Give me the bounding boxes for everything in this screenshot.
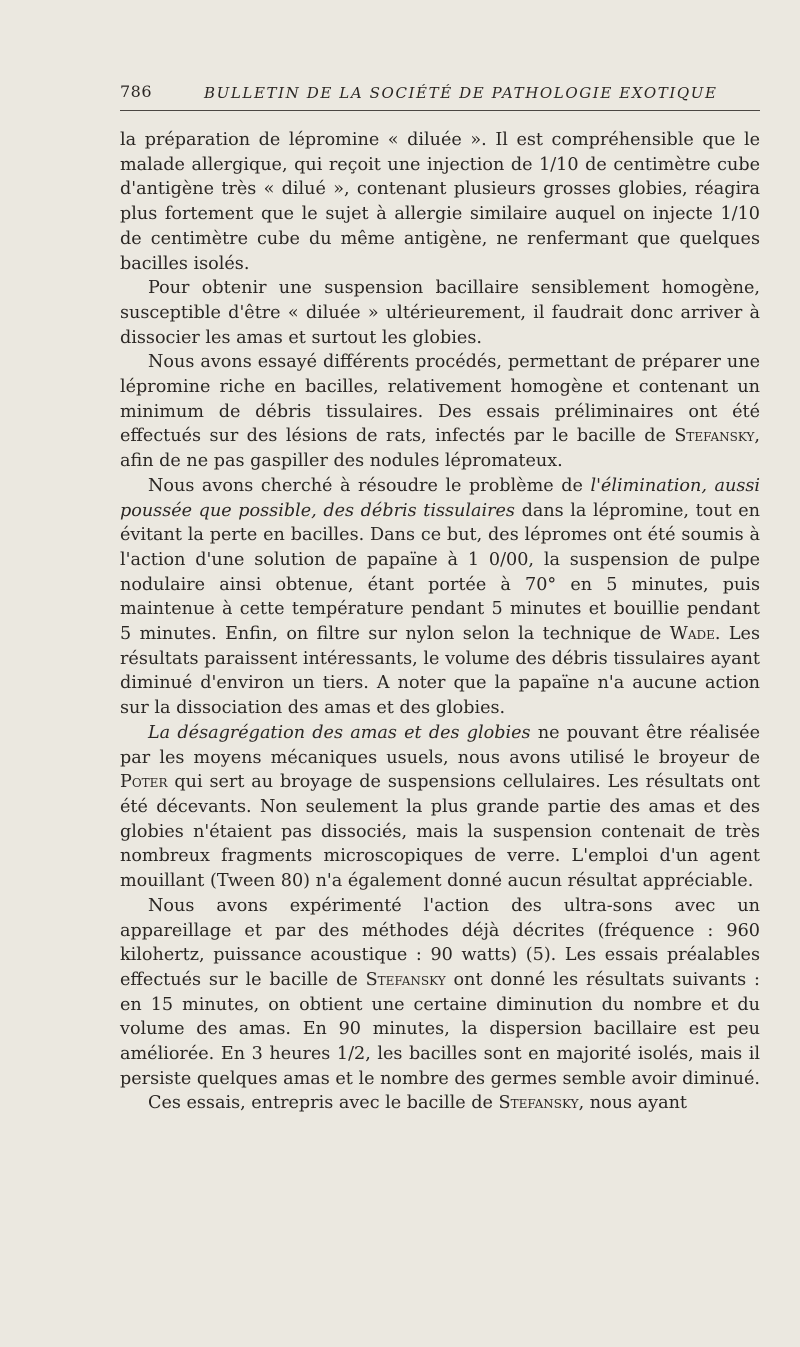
running-title: BULLETIN DE LA SOCIÉTÉ DE PATHOLOGIE EXOTIQUE bbox=[204, 84, 718, 102]
emphasis-text: l'élimination, aussi poussée que possible, des débris tissulaires bbox=[120, 475, 760, 521]
body-text bbox=[120, 128, 760, 1116]
author-name: Stefansky bbox=[365, 969, 446, 990]
paragraph-text: . Les résultats paraissent intéressants, le volume des débris tissulaires ayant diminué d'environ un tiers. A noter que la papaïne n'a aucune action sur la dissociation des amas et des globies. bbox=[120, 624, 760, 719]
paragraph bbox=[120, 474, 760, 721]
paragraph-text: qui sert au broyage de suspensions cellulaires. Les résultats ont été décevants. Non seulement la plus grande partie des amas et des globies n'étaient pas dissociés, mais la suspension contenait de très nombreux fragments microscopiques de verre. L'emploi d'un agent mouillant (Tween 80) n'a également donné aucun résultat appréciable. bbox=[120, 772, 760, 892]
author-name: Stefansky bbox=[674, 426, 755, 447]
paragraph-text: , afin de ne pas gaspiller des nodules lépromateux. bbox=[120, 426, 760, 472]
paragraph-text: la préparation de lépromine « diluée ». Il est compréhensible que le malade allergique, qui reçoit une injection de 1/10 de centimètre cube d'antigène très « dilué », contenant plusieurs grosses globies, réagira plus fortement que le sujet à allergie similaire auquel on injecte 1/10 de centimètre cube du même antigène, ne renfermant que quelques bacilles isolés. bbox=[120, 130, 760, 274]
paragraph bbox=[120, 894, 760, 1092]
paragraph-text: Nous avons cherché à résoudre le problème de bbox=[148, 475, 591, 496]
page-header bbox=[120, 80, 760, 111]
paragraph bbox=[120, 350, 760, 474]
paragraph-text: Nous avons essayé différents procédés, permettant de préparer une lépromine riche en bacilles, relativement homogène et contenant un minimum de débris tissulaires. Des essais préliminaires ont été effectués sur des lésions de rats, infectés par le bacille de bbox=[120, 352, 760, 447]
paragraph bbox=[120, 128, 760, 276]
paragraph-text: Ces essais, entrepris avec le bacille de bbox=[148, 1093, 499, 1114]
paragraph-text: dans la lépromine, tout en évitant la perte en bacilles. Dans ce but, des lépromes ont été soumis à l'action d'une solution de papaïne à 1 0/00, la suspension de pulpe nodulaire ainsi obtenue, étant portée à 70° en 5 minutes, puis maintenue à cette température pendant 5 minutes et bouillie pendant 5 minutes. Enfin, on filtre sur nylon selon la technique de bbox=[120, 500, 760, 645]
emphasis-text: La désagrégation des amas et des globies bbox=[148, 722, 531, 743]
page-number: 786 bbox=[120, 82, 153, 101]
paragraph bbox=[120, 276, 760, 350]
author-name: Stefansky bbox=[498, 1093, 579, 1114]
paragraph-text: ont donné les résultats suivants : en 15 minutes, on obtient une certaine diminution du nombre et du volume des amas. En 90 minutes, la dispersion bacillaire est peu améliorée. En 3 heures 1/2, les bacilles sont en majorité isolés, mais il persiste quelques amas et le nombre des germes semble avoir diminué. bbox=[120, 969, 761, 1089]
paragraph bbox=[120, 721, 760, 894]
paragraph-text: Pour obtenir une suspension bacillaire sensiblement homogène, susceptible d'être « diluée » ultérieurement, il faudrait donc arriver à dissocier les amas et surtout les globies. bbox=[120, 278, 760, 348]
paragraph-text: Nous avons expérimenté l'action des ultra-sons avec un appareillage et par des méthodes déjà décrites (fréquence : 960 kilohertz, puissance acoustique : 90 watts) (5). Les essais préalables effectués sur le bacille de bbox=[120, 895, 760, 990]
paragraph-text: , nous ayant bbox=[578, 1093, 687, 1114]
paragraph bbox=[120, 1091, 760, 1116]
author-name: Poter bbox=[120, 772, 168, 793]
paragraph-text: ne pouvant être réalisée par les moyens mécaniques usuels, nous avons utilisé le broyeur de bbox=[120, 722, 760, 768]
author-name: Wade bbox=[669, 624, 715, 645]
